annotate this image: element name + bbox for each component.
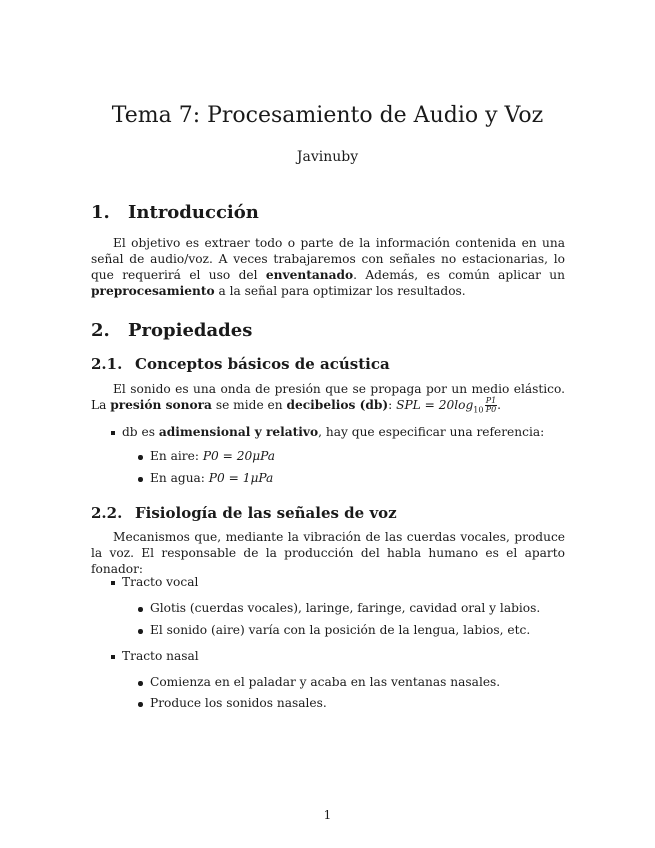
section-number: 2. — [91, 320, 110, 341]
document-title: Tema 7: Procesamiento de Audio y Voz — [111, 103, 544, 128]
bullet-dot-icon — [138, 681, 143, 686]
bullet-dot-icon — [138, 607, 143, 612]
acustica-text-4: . — [497, 398, 502, 412]
subsection-number: 2.2. — [91, 504, 123, 522]
bold-adimensional: adimensional y relativo — [158, 425, 319, 439]
bullet-dot-icon — [138, 702, 143, 707]
subsection-heading-acustica — [91, 355, 390, 373]
subsection-title: Fisiología de las señales de voz — [135, 504, 397, 522]
fraction-denominator: P0 — [485, 405, 497, 414]
list-item-tracto-nasal: Tracto nasal — [122, 649, 199, 663]
subsection-number: 2.1. — [91, 355, 123, 373]
db-text-1: db es — [122, 425, 159, 439]
db-text-2: , hay que especificar una referencia: — [318, 425, 545, 439]
agua-label: En agua: — [150, 471, 209, 485]
fisiologia-text: Mecanismos que, mediante la vibración de las cuerdas vocales, produce la voz. El responsable de la producción del habla humano es el aparto fonador: — [91, 530, 565, 576]
list-item-aire — [150, 448, 275, 464]
acustica-paragraph — [91, 381, 565, 418]
intro-bold-enventanado: enventanado — [265, 268, 354, 282]
section-heading-introduccion — [91, 202, 259, 223]
bullet-dot-icon — [138, 629, 143, 634]
bullet-dot-icon — [138, 455, 143, 460]
subsection-title: Conceptos básicos de acústica — [135, 355, 390, 373]
log-subscript: 10 — [473, 405, 484, 415]
section-title: Introducción — [128, 202, 259, 223]
intro-paragraph — [91, 235, 565, 299]
list-item-sonido-aire: El sonido (aire) varía con la posición de la lengua, labios, etc. — [150, 623, 531, 637]
fisiologia-paragraph — [91, 529, 565, 577]
list-item-agua — [150, 470, 273, 486]
document-author: Javinuby — [296, 149, 359, 165]
bullet-square-icon — [111, 655, 115, 659]
agua-formula: P0 = 1μPa — [208, 471, 274, 485]
section-heading-propiedades — [91, 320, 252, 341]
intro-text-3: a la señal para optimizar los resultados. — [214, 284, 466, 298]
aire-label: En aire: — [150, 449, 203, 463]
page-number: 1 — [323, 808, 332, 822]
section-number: 1. — [91, 202, 110, 223]
list-item-sonidos-nasales: Produce los sonidos nasales. — [150, 696, 327, 710]
list-item-paladar: Comienza en el paladar y acaba en las ventanas nasales. — [150, 675, 501, 689]
bullet-dot-icon — [138, 477, 143, 482]
intro-bold-preprocesamiento: preprocesamiento — [91, 284, 215, 298]
fraction-numerator: P1 — [485, 396, 497, 405]
spl-formula: SPL = 20log — [396, 398, 474, 412]
list-item-tracto-vocal: Tracto vocal — [122, 575, 199, 589]
acustica-text-3: : — [388, 398, 397, 412]
bullet-square-icon — [111, 581, 115, 585]
acustica-text-2: se mide en — [211, 398, 287, 412]
list-item-glotis: Glotis (cuerdas vocales), laringe, faringe, cavidad oral y labios. — [150, 601, 541, 615]
acustica-text-1: El sonido es una onda de presión que se propaga por un medio elástico. La — [91, 382, 565, 412]
bullet-square-icon — [111, 431, 115, 435]
bold-presion-sonora: presión sonora — [110, 398, 212, 412]
section-title: Propiedades — [128, 320, 253, 341]
list-item-db — [122, 424, 544, 440]
intro-text-1: El objetivo es extraer todo o parte de la información contenida en una señal de audio/voz. A veces trabajaremos con señales no estacionarias, lo que requerirá el uso del — [91, 236, 565, 282]
aire-formula: P0 = 20μPa — [202, 449, 276, 463]
bold-decibelios: decibelios (db) — [286, 398, 389, 412]
subsection-heading-fisiologia — [91, 504, 397, 522]
pressure-fraction — [485, 397, 497, 414]
intro-text-2: . Además, es común aplicar un — [353, 268, 565, 282]
